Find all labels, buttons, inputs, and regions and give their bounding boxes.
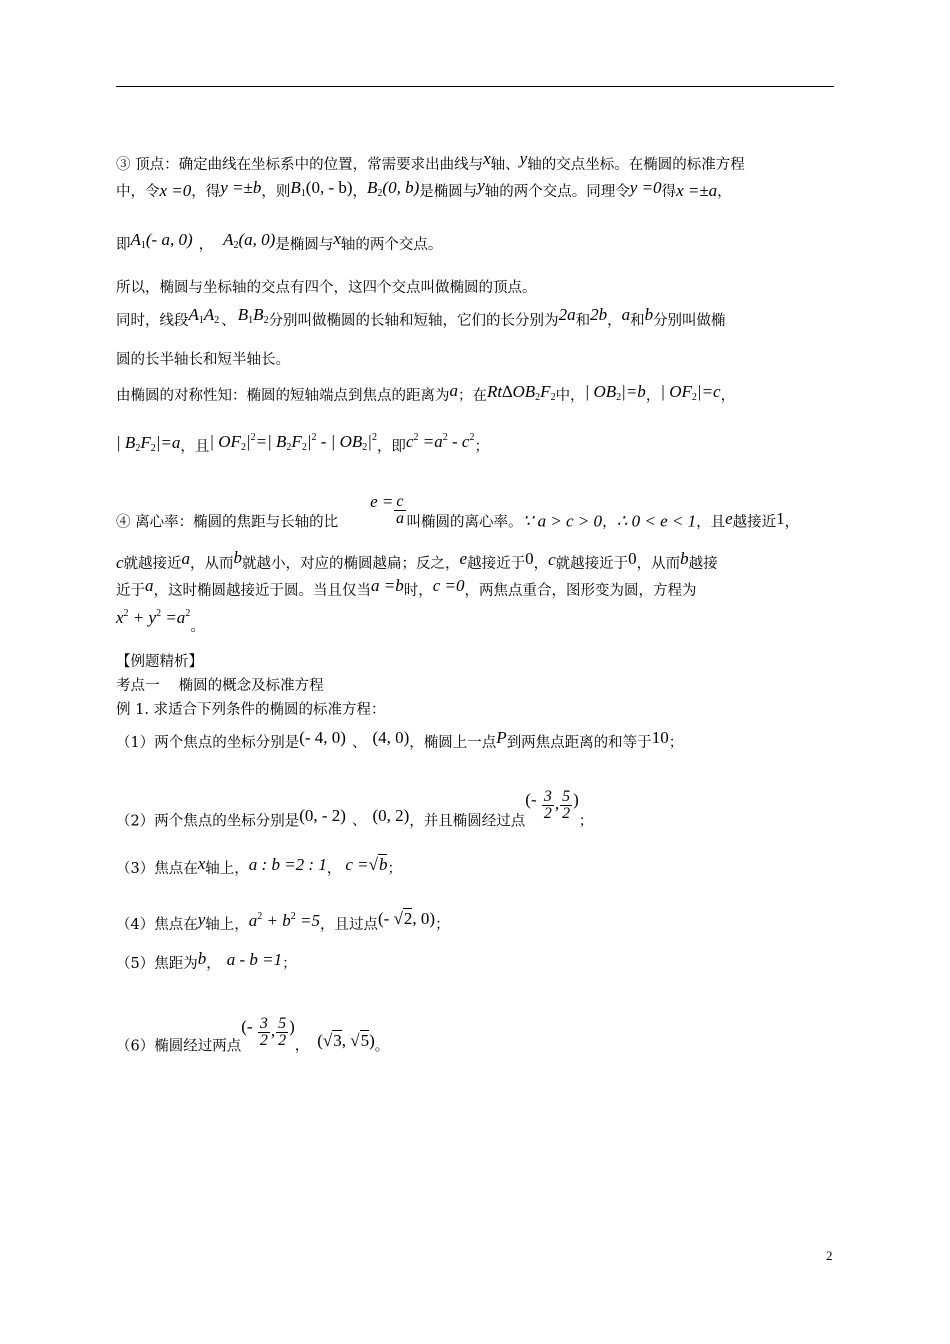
math-a: a: [621, 305, 631, 324]
text: 【例题精析】: [116, 654, 203, 670]
vertex-paragraph-line-1: [116, 149, 836, 175]
text: ④ 离心率：椭圆的焦距与长轴的比: [116, 514, 339, 531]
text: 轴的交点坐标。在椭圆的标准方程: [527, 157, 745, 173]
header-rule: [116, 86, 834, 87]
text: ，且: [180, 439, 210, 455]
math-P: P: [496, 728, 507, 747]
text: 轴、: [490, 157, 520, 173]
text: ；: [387, 861, 402, 877]
math-one: 1: [776, 508, 785, 528]
vertices-summary: [116, 278, 836, 298]
text: 由椭圆的对称性知：椭圆的短轴端点到焦点的距离为: [116, 388, 450, 404]
math-a2-plus-b2: $a^2 + b^2 =5$: [248, 911, 320, 930]
text: ，即: [376, 439, 406, 455]
text: 近于: [116, 583, 145, 599]
math-rt-triangle: $Rt\Delta OB_2F_2$: [487, 382, 556, 403]
text: ，: [352, 184, 368, 200]
math-b: b: [680, 549, 689, 568]
math-B1B2: $B_1B_2$: [237, 305, 269, 326]
math-c2-eq: $c^2 =a^2 - c^2$: [405, 432, 475, 451]
text: ，: [206, 956, 221, 972]
math-zero: 0: [525, 549, 534, 568]
fraction: $\frac{5}{2}$: [562, 788, 571, 822]
math-point: (4, 0): [372, 728, 410, 747]
question-3: [116, 854, 836, 879]
text: 和: [575, 313, 591, 329]
text: 就越小，对应的椭圆越扁；反之，: [242, 556, 460, 572]
text: ，: [720, 388, 736, 404]
text: 轴上，: [205, 917, 249, 933]
text: ，且过点: [320, 917, 378, 933]
math-hence: ∴ 0 < e < 1: [616, 511, 697, 531]
math-pythagoras: | $OF_2|^2=|$ $B_2F_2|^2$ - | $OB_2|^2$: [209, 432, 377, 453]
math-B2: $B_2(0$, b): [367, 178, 420, 199]
text: 和: [630, 313, 645, 329]
text: （6）椭圆经过两点: [116, 1038, 242, 1055]
question-6: [116, 1015, 836, 1063]
text: ，: [533, 556, 549, 572]
math-c: c: [548, 550, 556, 569]
text: 例 1. 求适合下列条件的椭圆的标准方程：: [116, 702, 386, 718]
math-2b: 2b: [590, 305, 608, 324]
text: 即: [116, 237, 131, 253]
text: 叫椭圆的离心率。: [406, 514, 523, 531]
text: 分别叫做椭圆的长轴和短轴，它们的长分别为: [268, 313, 559, 329]
text: ，则: [261, 184, 291, 200]
text: 就越接近于: [555, 556, 629, 572]
math-y: y: [519, 149, 528, 168]
axes-paragraph-line-1: [116, 305, 836, 336]
fraction: $\frac{3}{2}$: [543, 788, 552, 822]
text: ；: [435, 917, 450, 933]
math-a-minus-b: a - b =1: [226, 950, 283, 969]
math-since: ∵ a > c > 0: [522, 511, 603, 531]
text: 轴上，: [205, 861, 249, 877]
text: ，: [645, 388, 661, 404]
fraction: $\frac{3}{2}$: [259, 1015, 268, 1049]
text: 轴的两个交点。同理令: [484, 184, 630, 200]
math-2a: 2a: [558, 305, 576, 324]
text: ，两焦点重合，图形变为圆，方程为: [464, 583, 697, 599]
math-y-pm-b: y =±b: [220, 178, 262, 197]
math-point-fraction: (- $\frac{3}{2}$ , $\frac{5}{2}$ ): [525, 788, 579, 822]
text: 是椭圆与: [419, 184, 478, 200]
vertex-paragraph-line-3: [116, 229, 836, 260]
text: ，这时椭圆越接近于圆。当且仅当: [153, 583, 371, 599]
text: 越接: [688, 556, 718, 572]
axes-paragraph-line-2: [116, 350, 836, 370]
math-x-eq-0: x =0: [159, 181, 192, 200]
math-x-pm-a: x =±a: [676, 181, 718, 200]
text: （3）焦点在: [116, 861, 198, 877]
math-c-eq-0: c =0: [432, 576, 465, 595]
fraction: $\frac{5}{2}$: [278, 1015, 287, 1049]
math-b2f2-eq-a: | $B_2F_2|=a$: [116, 433, 181, 454]
math-e: e: [725, 508, 733, 528]
section-heading-examples: [116, 652, 836, 672]
fraction-c-over-a: $\frac{c}{a}$: [395, 493, 404, 527]
circle-equation: [116, 604, 836, 635]
math-x: x: [197, 854, 206, 873]
eccentricity-paragraph-line-2: [116, 548, 836, 574]
math-ratio: a : b =2 : 1: [248, 855, 327, 874]
text: ，: [717, 184, 732, 200]
math-b: b: [233, 548, 243, 567]
text: 时，: [403, 583, 433, 599]
vertex-paragraph-line-2: [116, 176, 836, 207]
math-b: b: [197, 949, 207, 968]
math-e-eq: e =: [370, 491, 394, 511]
math-c: c: [116, 553, 124, 572]
text: 、: [351, 735, 367, 751]
symmetry-paragraph-line-1: [116, 381, 836, 411]
text: （5）焦距为: [116, 956, 198, 972]
math-a: a: [181, 549, 191, 568]
text: ，椭圆上一点: [409, 735, 497, 751]
text: 。: [190, 619, 205, 635]
text: ；: [474, 439, 489, 455]
math-b: b: [644, 305, 654, 324]
example-1-heading: [116, 700, 836, 720]
text: 是椭圆与: [275, 237, 334, 253]
math-a: a: [449, 381, 458, 400]
text: ，: [602, 514, 617, 531]
question-4: [116, 910, 836, 935]
text: 到两焦点距离的和等于: [506, 735, 652, 751]
math-A1: $A_1(-$ a, 0): [130, 230, 193, 251]
math-circle-equation: $x^2 + y^2 =a^2$: [116, 608, 191, 627]
text: （1）两个焦点的坐标分别是: [116, 735, 300, 751]
text: ；在: [458, 388, 487, 404]
question-2: [116, 788, 836, 838]
text: 所以，椭圆与坐标轴的交点有四个，这四个交点叫做椭圆的顶点。: [116, 280, 537, 296]
math-a-eq-b: a =b: [371, 576, 404, 595]
text: ；: [578, 813, 594, 830]
text: ，: [294, 1038, 310, 1055]
text: ，: [326, 861, 342, 877]
math-c-eq-sqrt-b: c =√b: [345, 855, 388, 874]
text: 圆的长半轴长和短半轴长。: [116, 352, 290, 368]
text: 中，令: [116, 184, 160, 200]
text: ，: [784, 514, 800, 531]
math-point-sqrt: (√3, √5): [317, 1031, 375, 1051]
math-ten: 10: [651, 728, 669, 747]
math-y: y: [197, 910, 206, 929]
math-zero: 0: [628, 549, 637, 568]
math-A2: $A_2(a$, 0): [223, 230, 276, 251]
text: ，从而: [190, 556, 234, 572]
math-point: (0, - 2): [299, 806, 346, 826]
text: 轴的两个交点。: [340, 237, 443, 253]
symmetry-paragraph-line-2: [116, 432, 836, 462]
topic-heading: [116, 676, 836, 696]
text: ，从而: [636, 556, 681, 572]
text: ③ 顶点：确定曲线在坐标系中的位置，常需要求出曲线与: [116, 157, 484, 173]
math-a: a: [145, 576, 154, 595]
text: 越接近: [732, 514, 777, 531]
question-5: [116, 949, 836, 974]
text: 考点一 椭圆的概念及标准方程: [116, 678, 324, 694]
text: 。: [374, 1038, 390, 1055]
text: ；: [282, 956, 297, 972]
math-A1A2: $A_1A_2$: [188, 305, 220, 326]
text: （4）焦点在: [116, 917, 198, 933]
text: 、: [221, 313, 236, 329]
math-of2-eq-c: | $OF_2|=c$: [660, 382, 721, 403]
math-point-sqrt: (- √2, 0): [378, 909, 436, 928]
math-y-eq-0: y =0: [629, 178, 662, 197]
text: ，: [198, 237, 214, 253]
text: （2）两个焦点的坐标分别是: [116, 813, 300, 830]
page-number: 2: [826, 1248, 833, 1263]
text: ；: [668, 735, 684, 751]
math-point: (- 4, 0): [299, 728, 346, 747]
text: 同时，线段: [116, 313, 189, 329]
math-B1: $B_1(0$, - b): [290, 178, 353, 199]
text: ，并且椭圆经过点: [409, 813, 526, 830]
math-point: (0, 2): [372, 806, 410, 826]
math-point-fraction: (- $\frac{3}{2}$ , $\frac{5}{2}$ ): [241, 1015, 295, 1049]
math-ob2-eq-b: | $OB_2|=b$: [584, 382, 646, 403]
text: ，得: [191, 184, 221, 200]
math-y: y: [477, 176, 485, 195]
text: ，: [607, 313, 622, 329]
text: 就越接近: [123, 556, 182, 572]
math-x: x: [483, 149, 491, 168]
question-1: [116, 728, 836, 753]
eccentricity-paragraph-line-1: [116, 491, 836, 539]
text: 越接近于: [467, 556, 526, 572]
text: ，且: [696, 514, 726, 531]
math-x: x: [333, 229, 341, 248]
eccentricity-paragraph-line-3: [116, 576, 836, 601]
text: 、: [351, 813, 367, 830]
text: 中，: [555, 388, 585, 404]
math-e: e: [459, 549, 468, 568]
text: 分别叫做椭: [653, 313, 726, 329]
text: 得: [661, 184, 677, 200]
